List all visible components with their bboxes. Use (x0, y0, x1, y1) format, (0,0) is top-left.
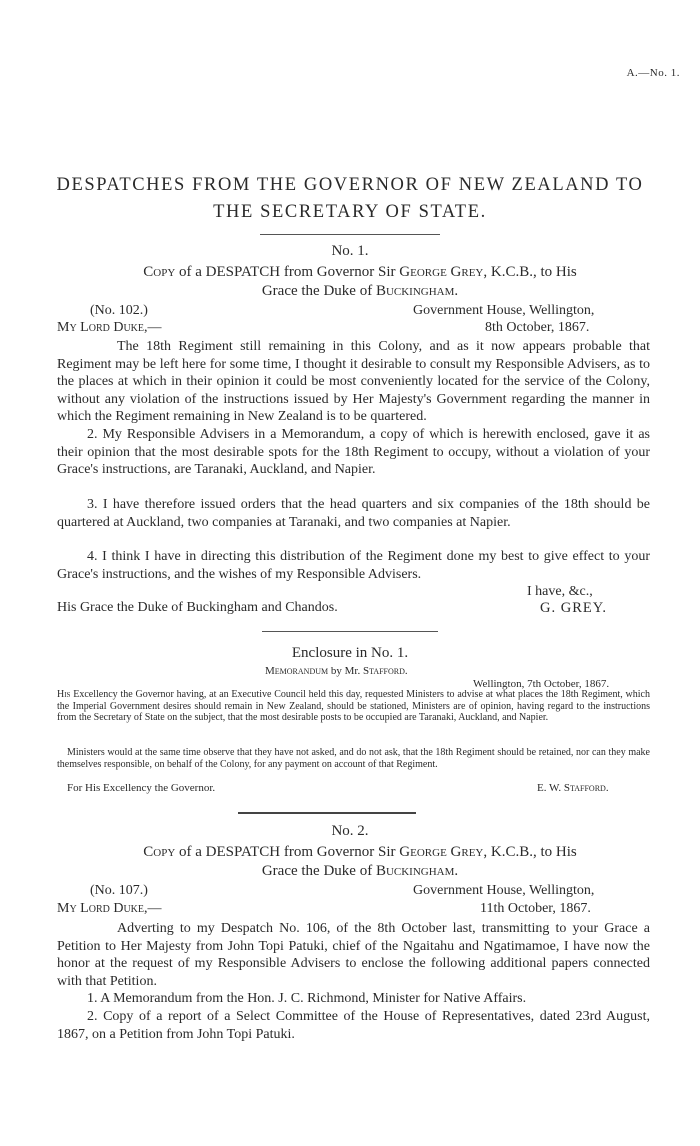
despatch-1-copy-title (60, 263, 660, 301)
copy-text: of a DESPATCH from Governor Sir (175, 264, 400, 280)
copy-period: . (454, 283, 459, 299)
memorandum-for-line: For His Excellency the Governor. (67, 782, 216, 794)
copy-text-2: Grace the Duke of (261, 283, 376, 299)
despatch-1-place: Government House, Wellington, (413, 303, 595, 318)
governor-name-2: George Grey (399, 844, 484, 860)
memorandum-text-1: Excellency the Governor having, at an Executive Council held this day, requested Ministers to advise at what places the 18th Regiment, which the Imperial Government desires should remain in New Zealand, should be stationed, Ministers are of opinion, having regard to the instructions from the Secretary of State on the subject, that the most desirable posts to be occupied are Taranaki, Auckland, and Napier. (57, 689, 650, 723)
memorandum-date: Wellington, 7th October, 1867. (473, 678, 610, 690)
despatch-2-place: Government House, Wellington, (413, 883, 595, 898)
section-rule-2 (238, 812, 416, 814)
despatch-1-salutation: My Lord Duke,— (57, 320, 162, 335)
despatch-1-paragraph-2: 2. My Responsible Advisers in a Memorandum, a copy of which is herewith enclosed, gave it as their opinion that the most desirable spots for the 18th Regiment to occupy, without a violation of your Grace's instructions, are Taranaki, Auckland, and Napier. (57, 427, 650, 477)
copy-label-2: Copy (143, 844, 176, 860)
despatch-2-item-2: 2. Copy of a report of a Select Committee of the House of Representatives, dated 23rd August, 1867, on a Petition from John Topi Patuki. (57, 1009, 650, 1042)
memorandum-paragraph-1 (57, 689, 650, 724)
title-line-1: DESPATCHES FROM THE GOVERNOR OF NEW ZEALAND TO (56, 175, 644, 195)
section-rule (262, 631, 438, 632)
despatch-1-closing: I have, &c., (527, 584, 593, 599)
despatch-1-number: (No. 102.) (90, 303, 148, 318)
despatch-1-signature: G. GREY. (540, 600, 607, 616)
enclosure-heading: Enclosure in No. 1. (291, 645, 409, 661)
despatch-2-copy-title (60, 843, 660, 881)
despatch-1-addressee: His Grace the Duke of Buckingham and Chandos. (57, 600, 338, 615)
despatch-1-date: 8th October, 1867. (485, 320, 590, 335)
despatch-2-heading: No. 2. (331, 823, 369, 839)
copy-text-4: Grace the Duke of (261, 863, 376, 879)
memorandum-paragraph-2: Ministers would at the same time observe that they have not asked, and do not ask, that the 18th Regiment should be retained, nor can they make themselves responsible, on behalf of the Colony, for any payment on account of that Regiment. (57, 747, 650, 770)
duke-name-2: Buckingham (375, 863, 455, 879)
copy-text-end-2: , K.C.B., to His (483, 844, 577, 860)
duke-name: Buckingham (375, 283, 455, 299)
page-title (40, 172, 660, 226)
copy-text-end: , K.C.B., to His (483, 264, 577, 280)
despatch-2-number: (No. 107.) (90, 883, 148, 898)
memorandum-author: Stafford (362, 665, 405, 677)
despatch-2-paragraph-1: Adverting to my Despatch No. 106, of the 8th October last, transmitting to your Grace a Petition to Her Majesty from John Topi Patuki, chief of the Ngaitahu and Ngatimamoe, I have now the honor at the request of my Responsible Advisers to enclose the following additional papers connected with that Petition. (57, 921, 650, 989)
memorandum-his: His (57, 689, 71, 700)
memorandum-title (265, 665, 408, 677)
despatch-2-date: 11th October, 1867. (480, 901, 591, 916)
despatch-2-item-1: 1. A Memorandum from the Hon. J. C. Richmond, Minister for Native Affairs. (87, 991, 527, 1006)
memorandum-label: Memorandum (265, 665, 329, 677)
governor-name: George Grey (399, 264, 484, 280)
despatch-1-paragraph-1: The 18th Regiment still remaining in this Colony, and as it now appears probable that Regiment may be left here for some time, I thought it desirable to consult my Responsible Advisers, as to the places at which in their opinion it could be most conveniently located for the service of the Colony, without any violation of the instructions issued by Her Majesty's Government regarding the manner in which the Regiment remaining in New Zealand is to be quartered. (57, 339, 650, 424)
memorandum-by: by Mr. (328, 665, 363, 677)
memorandum-period: . (404, 665, 408, 677)
despatch-1-paragraph-4: 4. I think I have in directing this distribution of the Regiment done my best to give effect to your Grace's instructions, and the wishes of my Responsible Advisers. (57, 549, 650, 582)
copy-text-3: of a DESPATCH from Governor Sir (175, 844, 400, 860)
copy-label: Copy (143, 264, 176, 280)
despatch-1-paragraph-3: 3. I have therefore issued orders that the head quarters and six companies of the 18th should be quartered at Auckland, two companies at Taranaki, and two companies at Napier. (57, 497, 650, 530)
copy-period-2: . (454, 863, 459, 879)
memorandum-signature: E. W. Stafford. (537, 782, 609, 794)
despatch-2-salutation: My Lord Duke,— (57, 901, 162, 916)
despatch-1-heading: No. 1. (331, 243, 369, 259)
title-line-2: THE SECRETARY OF STATE. (213, 202, 487, 222)
page-reference: A.—No. 1. (626, 67, 680, 79)
title-rule (260, 234, 440, 235)
